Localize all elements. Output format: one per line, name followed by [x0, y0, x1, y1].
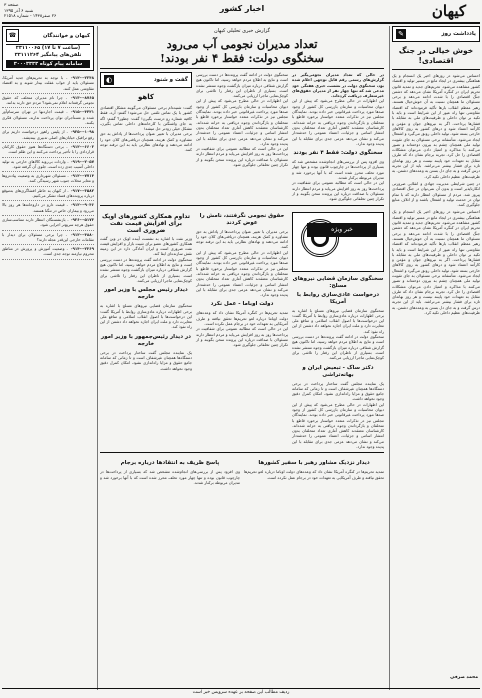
reader-message-text: بازنشستگان انتظار دارند متناسب‌سازی حقوق هرچه سریع‌تر اجرایی شود.	[2, 216, 94, 228]
sub-3-title: حقوق نجومی نگرفتند، نامش را عوض کردند	[199, 212, 285, 226]
sub-5-body: تمدید تحریم‌ها در کنگره آمریکا نشان داد که وعده‌های دولت اوباما درباره لغو تحریم‌ها تحقق نیافته و طرف آمریکایی به تعهدات خود در برجام عمل نکرده است.	[196, 310, 288, 326]
sub-2-body: سخنگوی سازمان قضایی نیروهای مسلح با اشاره به برخی اظهارات درباره عادی‌سازی روابط با آمریکا گفت: این درخواست‌ها با اصول انقلاب اسلامی و منافع ملی مغایرت دارد و ملت ایران اجازه نخواهد داد دشمن از این راه نفوذ کند.	[292, 307, 384, 334]
reader-message: ۰۹۱۵---۴۴۲۱ - قیمت اجاره‌بها در تهران سرسام‌آور شده و مستأجران توان پرداخت ندارند، مسئولان فکری بکنند.	[2, 108, 94, 128]
phone-icon: ☎	[6, 29, 19, 42]
sub-1-body: وی افزود پس از بررسی‌های انجام‌شده مشخص شد که بسیاری از پرداخت‌ها در چارچوب قانون بوده و تنها چهار مورد تخلف محرز شده است که با آنها برخورد شد و مدیران مربوطه برکنار شدند.	[292, 159, 384, 181]
main-article-col-a	[292, 72, 384, 202]
readers-phone-1: ۳۳۱۱۰۰۶۵ (ساعت ۷ تا ۱۷)	[15, 45, 81, 51]
reader-message-text: واردات بی‌رویه کالاهای خارجی به تولید داخلی آسیب جدی زده است، جلوی آن گرفته شود.	[2, 158, 94, 169]
special-news-box	[292, 212, 384, 272]
date-persian: شنبه ۶ آذر ۱۳۹۵	[4, 8, 34, 14]
editorial-body: احساس می‌شود در روزهای اخیر یک انسجام و یک هماهنگی بیشتری در ایجاد مانع در مسیر تولید و اقتصاد کشور مشاهده می‌شود. تحریم‌های جدید و تمدید قانون تحریم ایران در کنگره آمریکا نشان می‌دهد که دشمن جنگ اقتصادی را با شدت ادامه می‌دهد و برخی مسئولان ما همچنان نسبت به آن خوش‌خیال هستند. رهبر معظم انقلاب بارها تأکید فرموده‌اند که اقتصاد مقاومتی تنها راه عبور از این شرایط است و باید با تکیه بر توان داخلی و ظرفیت‌های ملی به مقابله با فشارها پرداخت. اگر به نیروهای جوان و مؤمن و کارآمد اعتماد شود و درهای کشور به روی کالاهای خارجی بسته شود، تولید داخلی رونق می‌گیرد و اشتغال ایجاد می‌شود. متأسفانه برخی مسئولان به جای تقویت تولید ملی همچنان چشم به بیرون دوخته‌اند و تصور می‌کنند با مذاکره و امتیاز دادن می‌توان مشکلات اقتصادی را حل کرد. تجربه برجام نشان داد که طرف مقابل به تعهدات خود پایبند نیست و هر روز بهانه‌ای تازه برای فشار بیشتر می‌تراشد. باید از این تجربه درس گرفت و به جای دل بستن به وعده‌های دشمن، به ظرفیت‌های عظیم داخلی تکیه کرد.	[392, 73, 480, 179]
reader-phone-number: ۰۹۱۲---۲۳۴۸	[70, 75, 94, 80]
middle-right	[292, 209, 384, 450]
column-title: کاهو	[138, 93, 154, 101]
editorial-body-2: در چنین شرایطی مدیریت جهادی و انقلابی ضرورتی انکارناپذیر است و بدون آن نمی‌توان در جنگ اقتصادی پیروز شد. مردم از مسئولان انتظار دارند که با تمام توان در خدمت تولید و اشتغال باشند و از اتلاف منابع جلوگیری کنند.	[392, 180, 480, 208]
sub-1-title: سخنگوی دولت: فقط ۴ نفر بودند	[293, 150, 383, 157]
date-hijri-issue: ۲۶ صفر۱۴۳۸ - شماره ۲۱۵۱۸	[4, 14, 57, 19]
newspaper-logo: کیهان	[431, 2, 467, 20]
readers-column	[2, 26, 94, 690]
reader-phone-number: ۰۹۳۶---۵۱۷۳	[70, 216, 94, 222]
reader-phone-number: ۰۹۱۲---۴۸۸۰	[70, 231, 94, 237]
editorial-box-title: یادداشت روز	[441, 31, 476, 37]
sub-3-body: برخی مدیران با تغییر عنوان پرداخت‌ها از پاداش به حق مشاوره و کمک هزینه، همچنان دریافتی‌های کلان خود را ادامه می‌دهند و نهادهای نظارتی باید به این ترفند توجه کنند.	[196, 228, 288, 250]
middle-section	[100, 209, 384, 450]
sub-3-body-cont: این اظهارات در حالی مطرح می‌شود که پیش از این دیوان محاسبات و سازمان بازرسی کل کشور از وجود صدها مورد پرداخت غیرقانونی خبر داده بودند. نمایندگان مجلس نیز در تذکرات متعدد خواستار برخورد قاطع با متخلفان و بازگرداندن وجوه دریافتی به خزانه شده‌اند. کارشناسان معتقدند کاهش آماری تعداد متخلفان بدون انتشار اسامی و جزئیات، اعتماد عمومی را خدشه‌دار می‌کند و نشان می‌دهد عزمی جدی برای مقابله با این پدیده وجود ندارد.	[196, 249, 288, 298]
bottom-section	[100, 456, 384, 485]
sub-4-body-cont: این اظهارات در حالی مطرح می‌شود که پیش از این دیوان محاسبات و سازمان بازرسی کل کشور از وجود صدها مورد پرداخت غیرقانونی خبر داده بودند. نمایندگان مجلس نیز در تذکرات متعدد خواستار برخورد قاطع با متخلفان و بازگرداندن وجوه دریافتی به خزانه شده‌اند. کارشناسان معتقدند کاهش آماری تعداد متخلفان بدون انتشار اسامی و جزئیات، اعتماد عمومی را خدشه‌دار می‌کند و نشان می‌دهد عزمی جدی برای مقابله با این پدیده وجود ندارد.	[292, 401, 384, 450]
reader-phone-number: ۰۹۳۵---۱۰۹۸	[70, 129, 94, 135]
reader-message: ۰۹۱۲---۴۸۸۰ - چرا برخی مسئولان برای دیدار با مقامات خارجی این‌قدر عجله دارند؟	[2, 231, 94, 246]
gofto-shenood-header	[100, 72, 192, 88]
readers-banner	[2, 26, 94, 71]
readers-sms: سامانه پیام کوتاه ۳۰۰۰۳۳۳۳	[6, 60, 90, 68]
center-sub-3-body: تمدید تحریم‌ها در کنگره آمریکا نشان داد که وعده‌های دولت اوباما درباره لغو تحریم‌ها تحقق نیافته و طرف آمریکایی به تعهدات خود در برجام عمل نکرده است.	[244, 469, 384, 480]
main-body-1b: این اظهارات در حالی مطرح می‌شود که پیش از این دیوان محاسبات و سازمان بازرسی کل کشور از وجود صدها مورد پرداخت غیرقانونی خبر داده بودند. نمایندگان مجلس نیز در تذکرات متعدد خواستار برخورد قاطع با متخلفان و بازگرداندن وجوه دریافتی به خزانه شده‌اند. کارشناسان معتقدند کاهش آماری تعداد متخلفان بدون انتشار اسامی و جزئیات، اعتماد عمومی را خدشه‌دار می‌کند و نشان می‌دهد عزمی جدی برای مقابله با این پدیده وجود ندارد.	[196, 98, 288, 146]
center-sub-4-body: وی افزود پس از بررسی‌های انجام‌شده مشخص شد که بسیاری از پرداخت‌ها در چارچوب قانون بوده و تنها چهار مورد تخلف محرز شده است که با آنها برخورد شد و مدیران مربوطه برکنار شدند.	[100, 469, 240, 485]
gofto-shenood-label: گفت و شنود	[153, 77, 188, 83]
dateline	[4, 3, 134, 20]
center-sub-2-body: یک نماینده مجلس گفت ساختار پرداخت در برخی دستگاه‌ها همچنان غیرشفاف است و تا زمانی که سامانه جامع حقوق و مزایا راه‌اندازی نشود، امکان کنترل دقیق وجود نخواهد داشت.	[100, 349, 192, 371]
main-body-3b: این در حالی است که مطالبه عمومی برای شفافیت در پرداخت‌ها روز به روز افزایش می‌یابد و مردم انتظار دارند مسئولان با صداقت درباره این پرونده سخن بگویند و از تکرار چنین تخلفاتی جلوگیری شود.	[196, 146, 288, 168]
page-footer: ردیف مطالب این صفحه بر عهده سرویس خبر است	[2, 688, 480, 696]
reader-message: ۰۹۳۶---۵۱۷۳ - بازنشستگان انتظار دارند متناسب‌سازی حقوق هرچه سریع‌تر اجرایی شود.	[2, 216, 94, 231]
main-body-1: این اظهارات در حالی مطرح می‌شود که پیش از این دیوان محاسبات و سازمان بازرسی کل کشور از وجود صدها مورد پرداخت غیرقانونی خبر داده بودند. نمایندگان مجلس نیز در تذکرات متعدد خواستار برخورد قاطع با متخلفان و بازگرداندن وجوه دریافتی به خزانه شده‌اند. کارشناسان معتقدند کاهش آماری تعداد متخلفان بدون انتشار اسامی و جزئیات، اعتماد عمومی را خدشه‌دار می‌کند و نشان می‌دهد عزمی جدی برای مقابله با این پدیده وجود ندارد.	[292, 98, 384, 146]
reader-phone-number: ۰۹۱۹---۲۰۵۷	[70, 158, 94, 164]
reader-message: ۰۹۱۲---۷۷۱۴ - مسئولان شهرداری به وضعیت پیاده‌روها و معابر محلات جنوب شهر رسیدگی کنند.	[2, 172, 94, 187]
reader-phone-number: ۰۹۱۳---۸۷۶۵	[70, 94, 94, 100]
center-sub-2: در دیدار رئیس‌جمهور با وزیر امور خارجه	[101, 333, 191, 347]
sub-4-body: یک نماینده مجلس گفت ساختار پرداخت در برخی دستگاه‌ها همچنان غیرشفاف است و تا زمانی که سامانه جامع حقوق و مزایا راه‌اندازی نشود، امکان کنترل دقیق وجود نخواهد داشت.	[292, 380, 384, 402]
reader-phone-number: ۰۹۱۲---۷۷۱۴	[70, 173, 94, 179]
reader-message: ۰۹۱۷---۳۵۸۲ - از کیهان به خاطر افشاگری‌های به‌موقع درباره پرونده‌های فساد تشکر می‌کنیم.	[2, 187, 94, 202]
reader-message-text: قیمت دارو در داروخانه‌ها هر روز بالا می‌رود و بیماران خاص در تنگنا هستند.	[2, 202, 94, 213]
dialogue-icon: ◐	[105, 76, 113, 84]
column-divider	[389, 26, 390, 690]
main-article-columns	[100, 72, 384, 202]
readers-box-title: کیهان و خوانندگان	[43, 32, 90, 39]
reader-phone-number: ۰۹۱۷---۳۵۸۲	[70, 187, 94, 193]
reader-message-text: برخی دستگاه‌ها هنوز حقوق کارکنان قراردادی را با تأخیر پرداخت می‌کنند و این ظلم است.	[2, 143, 94, 155]
reader-message: ۰۹۱۹---۲۰۵۷ - واردات بی‌رویه کالاهای خارجی به تولید داخلی آسیب جدی زده است، جلوی آن گرفته شود.	[2, 158, 94, 173]
editorial-box-header	[392, 26, 480, 42]
reader-message: ۰۹۳۵---۱۰۹۸ - از پلیس راهور درخواست داریم برای رفع ترافیک خیابان‌های اصلی تدبیری بیندیشد.	[2, 128, 94, 143]
main-headline-line-1: تعداد مدیران نجومی آب می‌رود	[166, 37, 318, 51]
reader-message: ۰۹۱۴---۲۲۶۹ - وضعیت آموزش و پرورش در مناطق محروم نیازمند توجه جدی است.	[2, 245, 94, 260]
editorial-column	[392, 26, 480, 690]
main-kicker: گزارش خبری تحلیلی کیهان	[213, 28, 271, 34]
masthead	[2, 2, 480, 24]
divider	[100, 452, 384, 453]
sub-2-title-b: درخواست عادی‌سازی روابط با آمریکا	[296, 291, 380, 305]
editorial-body-3: احساس می‌شود در روزهای اخیر یک انسجام و یک هماهنگی بیشتری در ایجاد مانع در مسیر تولید و اقتصاد کشور مشاهده می‌شود. تحریم‌های جدید و تمدید قانون تحریم ایران در کنگره آمریکا نشان می‌دهد که دشمن جنگ اقتصادی را با شدت ادامه می‌دهد و برخی مسئولان ما همچنان نسبت به آن خوش‌خیال هستند. رهبر معظم انقلاب بارها تأکید فرموده‌اند که اقتصاد مقاومتی تنها راه عبور از این شرایط است و باید با تکیه بر توان داخلی و ظرفیت‌های ملی به مقابله با فشارها پرداخت. اگر به نیروهای جوان و مؤمن و کارآمد اعتماد شود و درهای کشور به روی کالاهای خارجی بسته شود، تولید داخلی رونق می‌گیرد و اشتغال ایجاد می‌شود. متأسفانه برخی مسئولان به جای تقویت تولید ملی همچنان چشم به بیرون دوخته‌اند و تصور می‌کنند با مذاکره و امتیاز دادن می‌توان مشکلات اقتصادی را حل کرد. تجربه برجام نشان داد که طرف مقابل به تعهدات خود پایبند نیست و هر روز بهانه‌ای تازه برای فشار بیشتر می‌تراشد. باید از این تجربه درس گرفت و به جای دل بستن به وعده‌های دشمن، به ظرفیت‌های عظیم داخلی تکیه کرد.	[392, 209, 480, 316]
reader-message-text: قیمت اجاره‌بها در تهران سرسام‌آور شده و مستأجران توان پرداخت ندارند، مسئولان فکری بکنند.	[2, 109, 94, 126]
column-body-2: برخی مدیران با تغییر عنوان پرداخت‌ها از پاداش به حق مشاوره و کمک هزینه، همچنان دریافتی‌های کلان خود را ادامه می‌دهند و نهادهای نظارتی باید به این ترفند توجه کنند.	[100, 131, 192, 153]
main-article-col-c	[100, 72, 192, 202]
reader-phone-number: ۰۹۱۵---۴۴۲۱	[70, 109, 94, 115]
column-body: گفت: شنیده‌ام برخی مسئولان می‌گویند مشکل اقتصادی کشور با یک تماس تلفنی حل می‌شود! گفتم: آره، فقط کافیه شماره رو درست بگیرن! گفت: چطور؟ گفتم: اگه به جای واشنگتن با کارخانه‌های داخلی تماس بگیرن، مشکل خیلی زودتر حل میشه!	[100, 105, 192, 132]
reader-message-text: مسئولان شهرداری به وضعیت پیاده‌روها و معابر محلات جنوب شهر رسیدگی کنند.	[2, 173, 94, 184]
main-headline-line-2: سخنگوی دولت: فقط ۴ نفر بودند!	[160, 51, 324, 65]
reader-message: ۰۹۱۲---۶۶۰۳ - برخی دستگاه‌ها هنوز حقوق کارکنان قراردادی را با تأخیر پرداخت می‌کنند و این ظلم است.	[2, 143, 94, 158]
editorial-signature: محمد صرفی	[450, 675, 478, 680]
main-news-column	[100, 26, 384, 690]
reader-message-text: وضعیت آموزش و پرورش در مناطق محروم نیازمند توجه جدی است.	[2, 246, 94, 257]
main-body-3: این در حالی است که مطالبه عمومی برای شفافیت در پرداخت‌ها روز به روز افزایش می‌یابد و مردم انتظار دارند مسئولان با صداقت درباره این پرونده سخن بگویند و از تکرار چنین تخلفاتی جلوگیری شود.	[292, 180, 384, 202]
reader-message-text: چرا برخی مسئولان برای دیدار با مقامات خارجی این‌قدر عجله دارند؟	[2, 231, 94, 242]
section-title: اخبار کشور	[219, 4, 265, 13]
sub-5-title: دولت اوباما - عمل نکرد	[210, 301, 274, 308]
readers-phone-2: ۳۳۱۱۱۲۶۴ تلفن‌های پیامگیر	[14, 52, 82, 58]
readers-messages-list	[2, 74, 94, 260]
middle-left	[100, 209, 192, 450]
reader-message-text: از پلیس راهور درخواست داریم برای رفع ترافیک خیابان‌های اصلی تدبیری بیندیشد.	[2, 129, 94, 140]
reader-message-text: از کیهان به خاطر افشاگری‌های به‌موقع درباره پرونده‌های فساد تشکر می‌کنیم.	[2, 187, 94, 199]
middle-center	[196, 209, 288, 450]
sub-2-title: سخنگوی سازمان قضایی نیروهای مسلح:	[292, 275, 384, 289]
reader-phone-number: ۰۹۱۲---۶۶۰۳	[70, 143, 94, 149]
column-divider	[97, 26, 98, 690]
editorial-headline: خوش خیالی در جنگ اقتصادی!	[398, 46, 474, 65]
pen-icon: ✎	[396, 29, 406, 39]
reader-message-text: با توجه به تحریم‌های جدید آمریکا، مسئولان باید از خواب غفلت بیدار شوند و به اقتصاد مقاومتی عمل کنند.	[2, 75, 94, 91]
opec-body: وزیر نفت با اشاره به نشست آینده اوپک در وین گفت همکاری کشورهای عضو برای تثبیت بازار و افزایش قیمت نفت ضروری است و ایران آمادگی دارد در این زمینه نقش سازنده‌ای ایفا کند.	[100, 235, 192, 257]
opec-headline: تداوم همکاری کشورهای اوپک برای افزایش قیمت نفت ضروری است	[102, 212, 190, 234]
divider	[100, 68, 384, 69]
reader-phone-number: ۰۹۱۲---۹۰۴۶	[70, 202, 94, 208]
sub-5-body-cont: این در حالی است که مطالبه عمومی برای شفافیت در پرداخت‌ها روز به روز افزایش می‌یابد و مردم انتظار دارند مسئولان با صداقت درباره این پرونده سخن بگویند و از تکرار چنین تخلفاتی جلوگیری شود.	[196, 326, 288, 348]
bottom-right	[244, 456, 384, 485]
reader-message: ۰۹۱۳---۸۷۶۵ - چرا نام مدیران متخلف که حقوق نجومی گرفته‌اند اعلام نمی‌شود؟ مردم حق دارند بدانند.	[2, 94, 94, 109]
divider	[392, 69, 480, 70]
center-sub-4: پاسخ ظریف به انتقادها درباره برجام	[120, 460, 220, 467]
reader-message: ۰۹۱۲---۲۳۴۸ - با توجه به تحریم‌های جدید آمریکا، مسئولان باید از خواب غفلت بیدار شوند و به اقتصاد مقاومتی عمل کنند.	[2, 74, 94, 94]
main-lead: در حالی که تعداد مدیران نجومی‌بگیر در گزارش‌های رسمی رقم قابل توجهی اعلام شده بود، سخنگوی دولت در نشست خبری هفتگی خود مدعی شد که تنها چهار نفر از مدیران حقوق‌های غیرمتعارف دریافت کرده‌اند.	[292, 72, 384, 99]
sub-2-body-cont: سخنگوی دولت در ادامه گفت پرونده‌ها در دست بررسی است و نتایج به اطلاع مردم خواهد رسید، اما تاکنون هیچ گزارش شفافی درباره میزان بازگشت وجوه منتشر نشده است. بسیاری از ناظران این رفتار را تلاشی برای کوچک‌نمایی ماجرا ارزیابی می‌کنند.	[292, 334, 384, 361]
special-news-title: خبر ویژه	[307, 223, 377, 237]
reader-message: ۰۹۱۲---۹۰۴۶ - قیمت دارو در داروخانه‌ها هر روز بالا می‌رود و بیماران خاص در تنگنا هستند.	[2, 201, 94, 216]
page-number: صفحه ۳	[4, 3, 19, 8]
main-article-col-b	[196, 72, 288, 202]
reader-message-text: چرا نام مدیران متخلف که حقوق نجومی گرفته‌اند اعلام نمی‌شود؟ مردم حق دارند بدانند.	[2, 94, 94, 106]
center-sub-1: دیدار رئیس مجلس با وزیر امور خارجه	[104, 287, 188, 301]
reader-phone-number: ۰۹۱۴---۲۲۶۹	[70, 246, 94, 252]
main-headline	[100, 37, 384, 65]
main-body-2: سخنگوی دولت در ادامه گفت پرونده‌ها در دست بررسی است و نتایج به اطلاع مردم خواهد رسید، اما تاکنون هیچ گزارش شفافی درباره میزان بازگشت وجوه منتشر نشده است. بسیاری از ناظران این رفتار را تلاشی برای کوچک‌نمایی ماجرا ارزیابی می‌کنند.	[196, 72, 288, 99]
center-sub-3: دیدار نزدیک مشاور رهبر با سفیر کشورها	[258, 460, 370, 467]
opec-body-cont: سخنگوی دولت در ادامه گفت پرونده‌ها در دست بررسی است و نتایج به اطلاع مردم خواهد رسید، اما تاکنون هیچ گزارش شفافی درباره میزان بازگشت وجوه منتشر نشده است. بسیاری از ناظران این رفتار را تلاشی برای کوچک‌نمایی ماجرا ارزیابی می‌کنند.	[100, 256, 192, 283]
divider	[100, 205, 384, 206]
sub-4-title: دکتر ساک - تبعیض ایران و بهانه‌تراشی	[302, 364, 374, 378]
bottom-left	[100, 456, 240, 485]
center-sub-1-body: سخنگوی سازمان قضایی نیروهای مسلح با اشاره به برخی اظهارات درباره عادی‌سازی روابط با آمریکا گفت: این درخواست‌ها با اصول انقلاب اسلامی و منافع ملی مغایرت دارد و ملت ایران اجازه نخواهد داد دشمن از این راه نفوذ کند.	[100, 303, 192, 330]
readers-banner-header	[6, 29, 90, 45]
